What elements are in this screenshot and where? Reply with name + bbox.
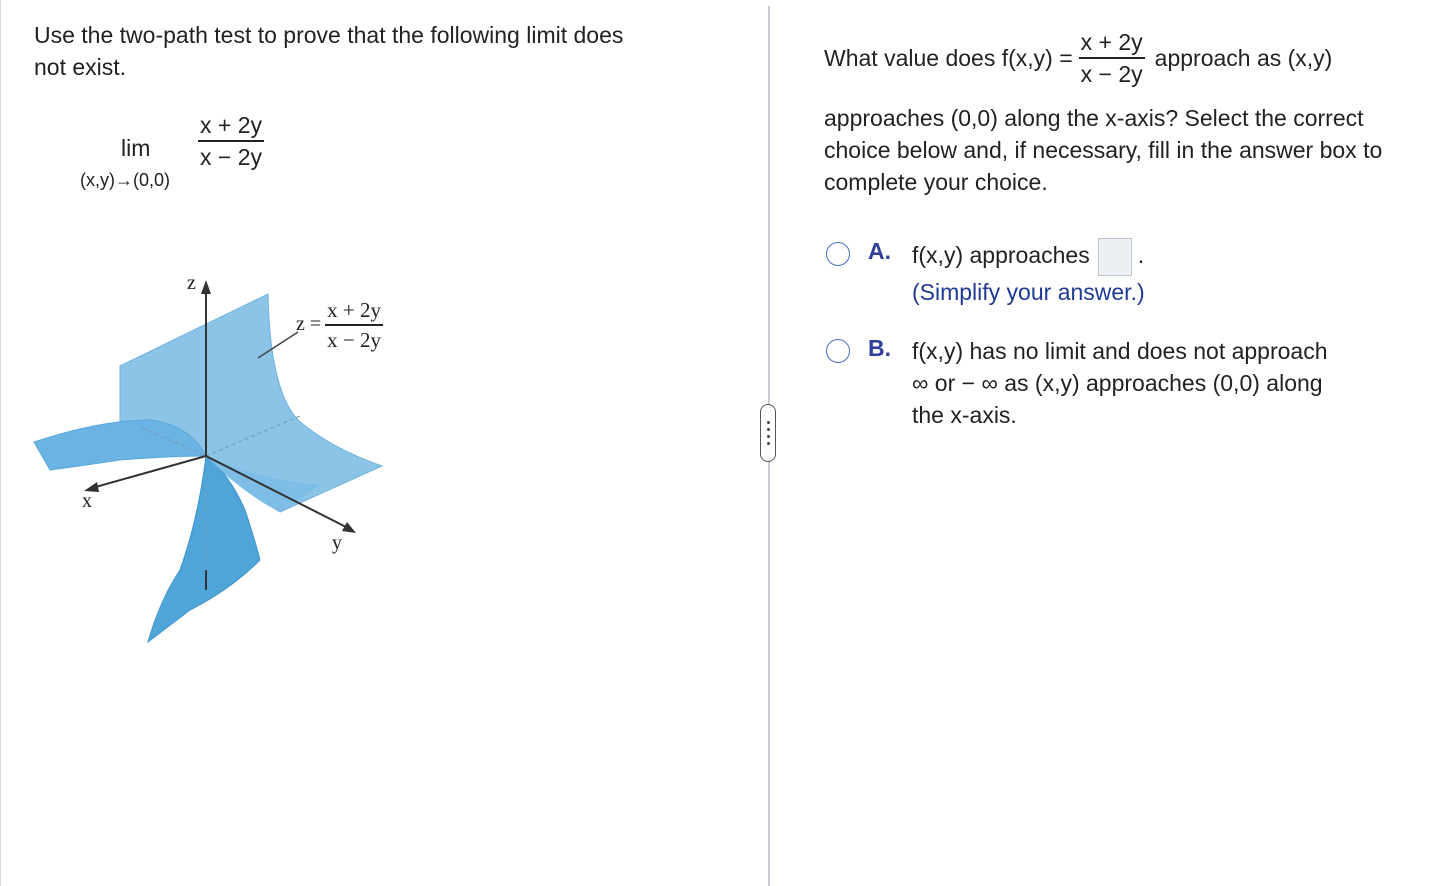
equation-lhs: z = bbox=[296, 313, 322, 336]
limit-fraction bbox=[198, 110, 264, 172]
choice-b[interactable] bbox=[826, 335, 1328, 431]
lim-subscript: (x,y)→(0,0) bbox=[80, 170, 170, 190]
choice-a-body bbox=[912, 238, 1145, 308]
choice-b-letter: B. bbox=[868, 335, 891, 361]
grip-dot bbox=[767, 435, 770, 438]
choice-b-body bbox=[912, 335, 1328, 431]
choice-a-line bbox=[912, 238, 1145, 276]
choice-a-text: f(x,y) approaches bbox=[912, 242, 1090, 269]
question-denominator: x − 2y bbox=[1080, 60, 1143, 87]
equation-fraction bbox=[325, 296, 383, 354]
choice-a-period: . bbox=[1137, 242, 1145, 269]
problem-statement-line2: not exist. bbox=[34, 54, 127, 80]
problem-statement bbox=[34, 19, 734, 83]
x-axis-label: x bbox=[82, 490, 92, 512]
grip-dot bbox=[767, 442, 770, 445]
choice-b-line1: f(x,y) has no limit and does not approach bbox=[912, 338, 1328, 364]
question-first-line bbox=[824, 26, 1404, 90]
surface-equation bbox=[296, 296, 383, 354]
equation-numerator: x + 2y bbox=[327, 298, 381, 322]
choice-b-line2: ∞ or − ∞ as (x,y) approaches (0,0) along bbox=[912, 370, 1323, 396]
y-axis-arrow bbox=[342, 522, 356, 533]
choice-a[interactable] bbox=[826, 238, 1145, 308]
answer-input-box[interactable] bbox=[1098, 238, 1132, 276]
limit-denominator: x − 2y bbox=[200, 143, 263, 170]
y-axis-label: y bbox=[332, 532, 342, 554]
problem-statement-line1: Use the two-path test to prove that the following limit does bbox=[34, 22, 624, 48]
choice-a-radio[interactable] bbox=[826, 242, 850, 266]
question-rest: approaches (0,0) along the x-axis? Select the correct choice below and, if necessary, fill in the answer box to complete your choice. bbox=[824, 105, 1383, 195]
choice-a-letter: A. bbox=[868, 238, 891, 264]
limit-expression bbox=[80, 110, 280, 200]
question-text-before: What value does f(x,y) = bbox=[824, 45, 1073, 71]
z-axis-label: z bbox=[187, 272, 196, 294]
choice-b-radio[interactable] bbox=[826, 339, 850, 363]
equation-denominator: x − 2y bbox=[327, 327, 381, 352]
pane-splitter-handle[interactable] bbox=[760, 404, 776, 462]
lim-word: lim bbox=[121, 135, 151, 161]
choice-a-hint: (Simplify your answer.) bbox=[912, 279, 1145, 305]
limit-numerator: x + 2y bbox=[200, 112, 263, 138]
question-fraction bbox=[1079, 27, 1145, 89]
question-text bbox=[824, 26, 1404, 198]
grip-dot bbox=[767, 428, 770, 431]
grip-dot bbox=[767, 421, 770, 424]
surface-graph bbox=[30, 270, 410, 650]
question-text-after: approach as (x,y) bbox=[1154, 45, 1333, 71]
choice-b-line3: the x-axis. bbox=[912, 402, 1017, 428]
z-axis-arrow bbox=[201, 280, 211, 294]
question-numerator: x + 2y bbox=[1080, 29, 1143, 56]
